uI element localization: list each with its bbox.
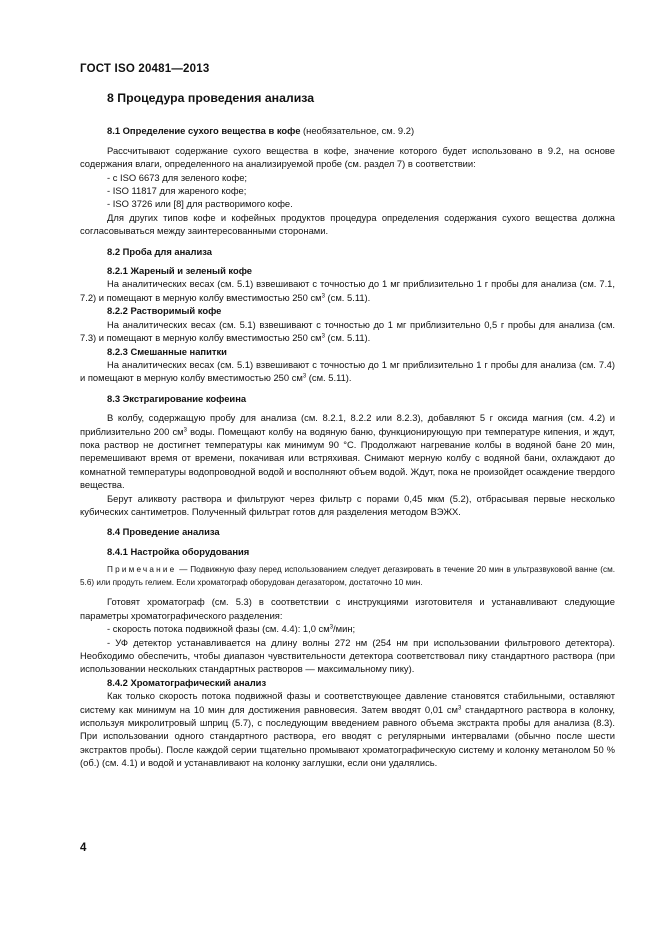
paragraph-text: /мин; <box>333 623 356 635</box>
subsection-8-2-2-title: 8.2.2 Растворимый кофе <box>107 305 222 317</box>
subsection-8-4-1-title: 8.4.1 Настройка оборудования <box>107 545 250 557</box>
superscript: 3 <box>321 333 325 340</box>
subsection-8-1-heading: 8.1 Определение сухого вещества в кофе <box>107 125 301 137</box>
list-item: - ISO 3726 или [8] для растворимого кофе. <box>107 198 293 210</box>
subsection-8-4-2-title: 8.4.2 Хроматографический анализ <box>107 676 267 688</box>
superscript: 3 <box>329 624 334 631</box>
note-paragraph <box>80 564 615 589</box>
superscript: 3 <box>458 705 462 712</box>
paragraph-8-3-2: Берут аликвоту раствора и фильтруют через фильтр с порами 0,45 мкм (5.2), отбрасывая первые несколько кубических сантиметров. Полученный фильтрат готов для разделения методом ВЭЖХ. <box>80 492 615 517</box>
parameter-uv-detector: - УФ детектор устанавливается на длину волны 272 нм (254 нм при использовании фильтрового детектора). Необходимо обеспечить, чтобы диапазон чувствительности детектора соответствовал пику стандартного раствора (при использовании нескольких стандартных растворов — максимальному пику). <box>80 636 615 675</box>
document-body <box>80 92 615 770</box>
parameter-flow-rate <box>80 622 615 635</box>
note-text: — Подвижную фазу перед использованием следует дегазировать в течение 20 мин в ультразвуковой ванне (см. 5.6) или продуть гелием. Если хроматограф оборудован дегазатором, достаточно 10 мин. <box>80 565 615 587</box>
paragraph-text: (см. 5.11). <box>324 291 371 303</box>
list-item: - ISO 11817 для жареного кофе; <box>107 185 247 197</box>
paragraph-text: воды. Помещают колбу на водяную баню, функционирующую при температуре кипения, и ждут, пока раствор не достигнет температуры как минимум 90 °С. Продолжают нагревание колбы в водяной бане 20 мин, перемешивают время от времени, покачивая или встряхивая. Снимают мерную колбу с водяной бани, охлаждают до комнатной температуры водопроводной водой и восполняют объем водой. Ждут, пока не произойдет осаждение твердого вещества. <box>80 425 615 491</box>
paragraph-text: (см. 5.11). <box>324 332 371 344</box>
paragraph-8-1-other: Для других типов кофе и кофейных продуктов процедура определения содержания сухого вещества должна согласовываться между заинтересованными сторонами. <box>80 211 615 237</box>
document-header: ГОСТ ISO 20481—2013 <box>80 63 210 75</box>
paragraph-text: Как только скорость потока подвижной фазы и соответствующее давление становятся стабильными, оставляют систему как минимум на 10 мин для достижения равновесия. Затем вводят 0,01 см <box>80 690 615 715</box>
list-item: - с ISO 6673 для зеленого кофе; <box>107 171 248 183</box>
subsection-8-4-title: 8.4 Проведение анализа <box>107 526 220 538</box>
page-number: 4 <box>80 842 87 854</box>
paragraph-8-2-3 <box>80 358 615 385</box>
subsection-8-1-title <box>80 124 615 137</box>
subsection-8-3-title: 8.3 Экстрагирование кофеина <box>107 392 247 404</box>
paragraph-text: (см. 5.11). <box>306 372 352 384</box>
paragraph-text: стандартного раствора в колонку, используя микролитровый шприц (5.7), с последующим введением равного объема экстракта пробы для анализа (8.3). При использовании одного стандартного раствора, его вводят с регулярными интервалами (обычно после шести экстрактов пробы). После каждой серии тщательно промывают хроматографическую систему и колонку метанолом 50 % (об.) (см. 4.1) и водой и устанавливают на колонку заглушки, если они удалялись. <box>80 703 615 769</box>
paragraph-8-3-1 <box>80 411 615 491</box>
paragraph-8-4-2 <box>80 689 615 769</box>
paragraph-text: В колбу, содержащую пробу для анализа (см. 8.2.1, 8.2.2 или 8.2.3), добавляют 5 г оксида магния (см. 4.2) и приблизительно 200 см <box>80 412 615 437</box>
subsection-8-2-3-title: 8.2.3 Смешанные напитки <box>107 345 227 357</box>
paragraph-text: На аналитических весах (см. 5.1) взвешивают с точностью до 1 мг приблизительно 1 г пробы для анализа (см. 7.1, 7.2) и помещают в мерную колбу вместимостью 250 см <box>80 278 615 303</box>
subsection-8-2-title: 8.2 Проба для анализа <box>107 245 212 257</box>
superscript: 3 <box>302 373 307 380</box>
paragraph-text: - скорость потока подвижной фазы (см. 4.4): 1,0 см <box>107 623 330 635</box>
paragraph-8-2-2 <box>80 318 615 345</box>
superscript: 3 <box>183 427 187 434</box>
paragraph-8-2-1 <box>80 277 615 304</box>
paragraph-8-4-1: Готовят хроматограф (см. 5.3) в соответствии с инструкциями изготовителя и устанавливают следующие параметры хроматографического разделения: <box>80 596 615 621</box>
subsection-8-2-1-title: 8.2.1 Жареный и зеленый кофе <box>107 265 253 277</box>
paragraph-text: На аналитических весах (см. 5.1) взвешивают с точностью до 1 мг приблизительно 1 г пробы для анализа (см. 7.4) и помещают в мерную колбу вместимостью 250 см <box>80 358 615 384</box>
subsection-8-1-note: (необязательное, см. 9.2) <box>300 125 415 137</box>
superscript: 3 <box>321 293 325 300</box>
note-label: Примечание <box>107 565 177 575</box>
section-title: 8 Процедура проведения анализа <box>107 91 315 105</box>
paragraph-text: На аналитических весах (см. 5.1) взвешивают с точностью до 1 мг приблизительно 0,5 г пробы для анализа (см. 7.3) и помещают в мерную колбу вместимостью 250 см <box>80 318 615 344</box>
paragraph-8-1-intro: Рассчитывают содержание сухого вещества в кофе, значение которого будет использовано в 9.2, на основе содержания влаги, определенного на анализируемой пробе (см. раздел 7) в соответствии: <box>80 144 615 170</box>
